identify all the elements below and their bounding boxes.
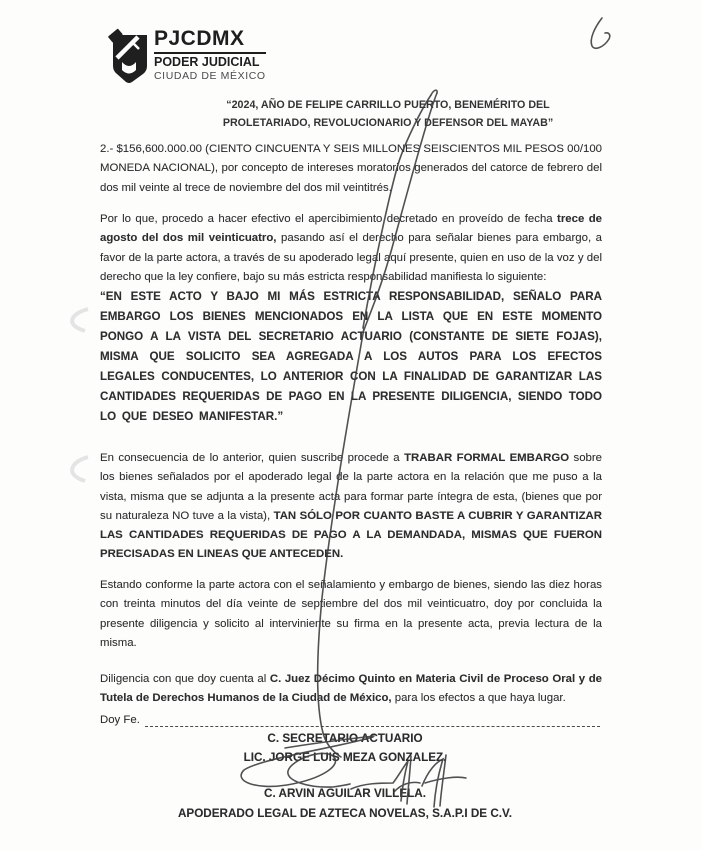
- p6-seg0: Diligencia con que doy cuenta al: [100, 673, 270, 685]
- dashed-leader-line: [145, 726, 600, 727]
- paragraph-conclusion: [100, 576, 602, 653]
- paragraph-embargo: [100, 449, 602, 565]
- logo-city-name: CIUDAD DE MÉXICO: [154, 69, 266, 82]
- paragraph-apercibimiento: [100, 210, 602, 427]
- motto-line-2: PROLETARIADO, REVOLUCIONARIO Y DEFENSOR DEL MAYAB”: [222, 117, 554, 129]
- paragraph-cuenta-juez-text: [100, 670, 602, 709]
- p3-text: “EN ESTE ACTO Y BAJO MI MÁS ESTRICTA RESPONSABILIDAD, SEÑALO PARA EMBARGO LOS BIENES MENCIONADOS EN LA LISTA QUE EN ESTE MOMENTO PONGO A LA VISTA DEL SECRETARIO ACTUARIO (CONSTANTE DE SIETE FOJAS), MISMA QUE SOLICITO SEA AGREGADA A LOS AUTOS PARA LOS EFECTOS LEGALES CONDUCENTES, LO ANTERIOR CON LA FINALIDAD DE GARANTIZAR LAS CANTIDADES REQUERIDAS DE PAGO EN LA PRESENTE DILIGENCIA, SIENDO TODO LO QUE DESEO MANIFESTAR.”: [100, 290, 602, 424]
- signature-title-apoderado: APODERADO LEGAL DE AZTECA NOVELAS, S.A.P.I DE C.V.: [177, 807, 512, 820]
- p2-seg0: Por lo que, procedo a hacer efectivo el apercibimiento decretado en proveído de fecha: [100, 213, 558, 225]
- p6-judge-bold: C. Juez Décimo Quinto en Materia Civil de Proceso Oral y de Tutela de Derechos Humanos de la Ciudad de México,: [100, 673, 602, 705]
- paragraph-amount-interest: [100, 140, 602, 198]
- p2-date-bold: trece de agosto del dos mil veinticuatro,: [100, 213, 602, 245]
- doy-fe-label: Doy Fe.: [100, 713, 140, 726]
- pjcdmx-logo: [108, 28, 266, 86]
- p4-embargo-bold: TRABAR FORMAL EMBARGO: [404, 452, 570, 464]
- p4-seg2: sobre los bienes señalados por el apoderado legal de la parte actora en la relación que me puso a la vista, misma que se adjunta a la presente acta para formar parte íntegra de esta, (bienes que por su naturaleza NO tuve a la vista),: [100, 452, 603, 522]
- logo-org-name: PODER JUDICIAL: [154, 52, 266, 69]
- motto-line-1: “2024, AÑO DE FELIPE CARRILLO PUERTO, BENEMÉRITO DEL: [226, 99, 550, 111]
- pjcdmx-logo-icon: [108, 28, 150, 86]
- signature-title-secretario: C. SECRETARIO ACTUARIO: [267, 732, 423, 745]
- paragraph-declaration-caps: [100, 287, 602, 427]
- signature-name-apoderado: C. ARVIN AGUILAR VILLELA.: [264, 787, 426, 800]
- p2-seg2: pasando así el derecho para señalar bienes para embargo, a favor de la parte actora, a través de su apoderado legal aquí presente, quien en uso de la voz y del derecho que la ley confiere, bajo su más estricta responsabilidad manifiesta lo siguiente:: [100, 232, 602, 283]
- handwritten-corner-mark: [591, 18, 610, 48]
- margin-shadow-marks: [72, 309, 88, 481]
- logo-acronym: PJCDMX: [154, 27, 245, 50]
- paragraph-amount-text: 2.- $156,600.000.00 (CIENTO CINCUENTA Y SEIS MILLONES SEISCIENTOS MIL PESOS 00/100 MONEDA NACIONAL), por concepto de intereses moratorios generados del catorce de febrero del dos mil veinte al trece de noviembre del dos mil veintitrés.: [100, 143, 602, 194]
- p4-seg0: En consecuencia de lo anterior, quien suscribe procede a: [100, 452, 405, 464]
- p4-garantia-bold: TAN SÓLO POR CUANTO BASTE A CUBRIR Y GARANTIZAR LAS CANTIDADES REQUERIDAS DE PAGO A LA DEMANDADA, MISMAS QUE FUERON PRECISADAS EN LINEAS QUE ANTECEDEN.: [100, 509, 602, 561]
- paragraph-apercibimiento-text: [100, 210, 602, 287]
- signature-name-secretario: LIC. JORGE LUIS MEZA GONZALEZ.: [243, 751, 447, 764]
- p6-seg2: para los efectos a que haya lugar.: [391, 692, 566, 705]
- paragraph-cuenta-juez: [100, 670, 602, 730]
- annual-motto-header: [118, 96, 658, 132]
- p5-text: Estando conforme la parte actora con el señalamiento y embargo de bienes, siendo las diez horas con treinta minutos del día veinte de septiembre del dos mil veinticuatro, doy por concluida la presente diligencia y solicito al interviniente su firma en la presente acta, previa lectura de la misma.: [100, 579, 602, 649]
- doy-fe-line: [100, 711, 602, 730]
